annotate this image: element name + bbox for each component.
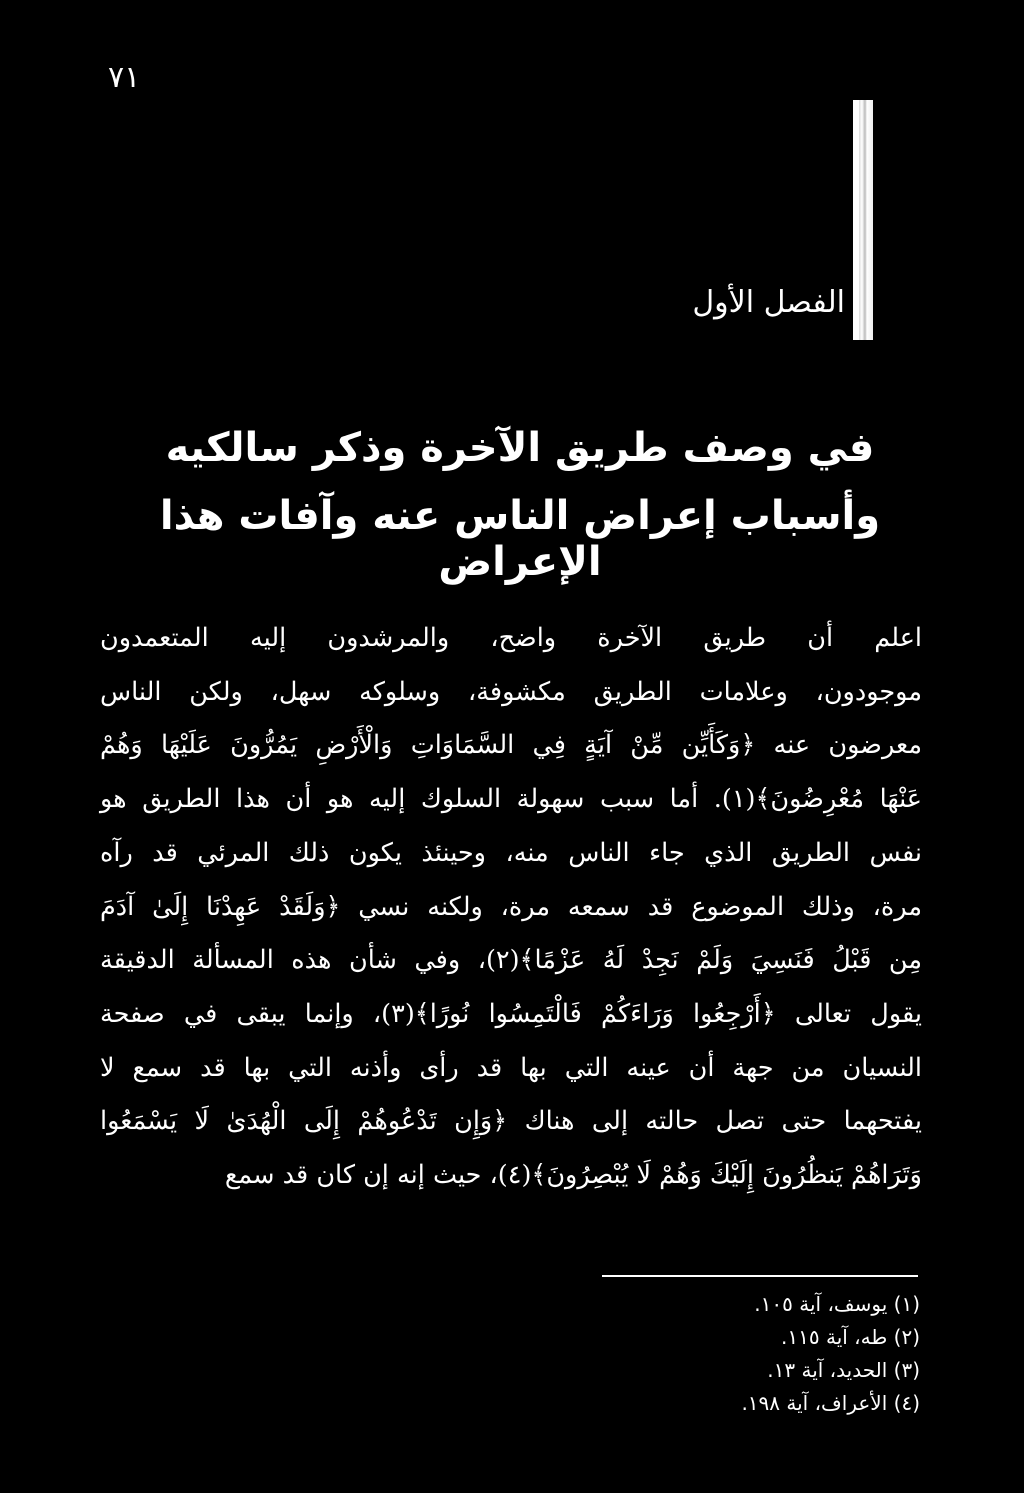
chapter-label: الفصل الأول — [692, 285, 845, 320]
body-line: موجودون، وعلامات الطريق مكشوفة، وسلوكه سهل، ولكن الناس — [100, 676, 922, 707]
body-line: عَنْهَا مُعْرِضُونَ﴾(١). أما سبب سهولة السلوك إليه هو أن هذا الطريق هو — [100, 784, 922, 815]
footnotes — [600, 1288, 920, 1420]
body-line: مرة، وذلك الموضوع قد سمعه مرة، ولكنه نسي ﴿وَلَقَدْ عَهِدْنَا إِلَىٰ آدَمَ — [100, 891, 922, 922]
body-line: مِن قَبْلُ فَنَسِيَ وَلَمْ نَجِدْ لَهُ عَزْمًا﴾(٢)، وفي شأن هذه المسألة الدقيقة — [100, 945, 922, 976]
page-number: ٧١ — [108, 60, 141, 95]
body-line: نفس الطريق الذي جاء الناس منه، وحينئذ يكون ذلك المرئي قد رآه — [100, 837, 922, 868]
body-line: النسيان من جهة أن عينه التي بها قد رأى وأذنه التي بها قد سمع لا — [100, 1052, 922, 1083]
body-line: معرضون عنه ﴿وَكَأَيِّن مِّنْ آيَةٍ فِي السَّمَاوَاتِ وَالْأَرْضِ يَمُرُّونَ عَلَيْهَا وَهُمْ — [100, 730, 922, 761]
footnote-divider — [602, 1275, 918, 1277]
section-title-line-1: في وصف طريق الآخرة وذكر سالكيه — [165, 425, 875, 471]
body-line: يفتحهما حتى تصل حالته إلى هناك ﴿وَإِن تَدْعُوهُمْ إِلَى الْهُدَىٰ لَا يَسْمَعُوا — [100, 1106, 922, 1137]
footnote: (٣) الحديد، آية ١٣. — [767, 1358, 920, 1382]
footnote: (٤) الأعراف، آية ١٩٨. — [741, 1391, 920, 1415]
body-line: اعلم أن طريق الآخرة واضح، والمرشدون إليه المتعمدون — [100, 623, 922, 653]
body-line: وَتَرَاهُمْ يَنظُرُونَ إِلَيْكَ وَهُمْ لَا يُبْصِرُونَ﴾(٤)، حيث إنه إن كان قد سمع — [224, 1160, 922, 1191]
section-title-line-2: وأسباب إعراض الناس عنه وآفات هذا الإعراض — [159, 493, 881, 585]
body-line: يقول تعالى ﴿أَرْجِعُوا وَرَاءَكُمْ فَالْتَمِسُوا نُورًا﴾(٣)، وإنما يبقى في صفحة — [100, 998, 922, 1029]
footnote: (١) يوسف، آية ١٠٥. — [754, 1292, 920, 1316]
body-text — [100, 612, 922, 1203]
chapter-marker-bar — [853, 100, 873, 340]
footnote: (٢) طه، آية ١١٥. — [781, 1325, 920, 1349]
